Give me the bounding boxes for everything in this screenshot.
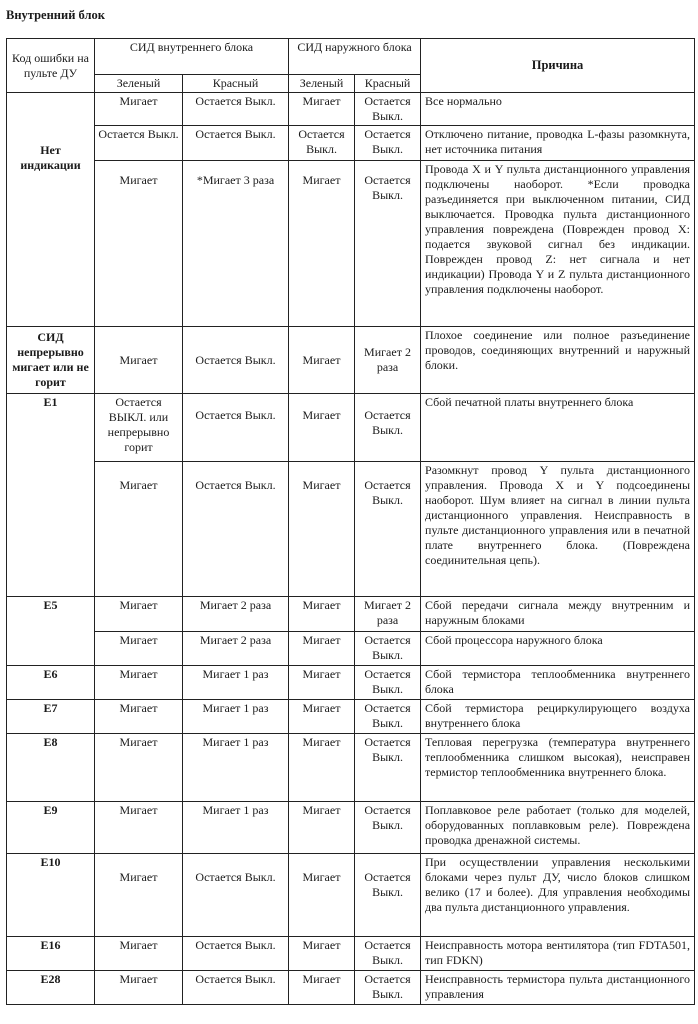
- table-row: [7, 597, 695, 632]
- table-row: [7, 700, 695, 734]
- reason-cell: Все нормально: [421, 93, 695, 126]
- outdoor-red-cell: Остается Выкл.: [355, 802, 421, 854]
- indoor-green-cell: Мигает: [95, 971, 183, 1005]
- indoor-red-cell: Мигает 1 раз: [183, 734, 289, 802]
- indoor-red-cell: Мигает 1 раз: [183, 802, 289, 854]
- outdoor-green-cell: Мигает: [289, 700, 355, 734]
- reason-cell: Провода X и Y пульта дистанционного управления подключены наоборот. *Если проводка разъединяется при выключенном питании, СИД выключается. Проводка пульта дистанционного управления повреждена (Поврежден провод X: подается звуковой сигнал без индикации. Поврежден провод Z: нет сигнала и нет индикации) Провода Y и Z пульта дистанционного управления подключены наоборот.: [421, 161, 695, 327]
- reason-cell: Поплавковое реле работает (только для моделей, оборудованных поплавковым реле). Повреждена проводка дренажной системы.: [421, 802, 695, 854]
- outdoor-red-cell: Остается Выкл.: [355, 937, 421, 971]
- outdoor-red-cell: Остается Выкл.: [355, 126, 421, 161]
- indoor-green-cell: Мигает: [95, 700, 183, 734]
- table-row: [7, 394, 695, 462]
- table-row: [7, 327, 695, 394]
- header-indoor-led: СИД внутреннего блока: [95, 39, 289, 75]
- outdoor-red-cell: Остается Выкл.: [355, 666, 421, 700]
- reason-cell: Тепловая перегрузка (температура внутреннего теплообменника слишком высокая), неисправен термистор теплообменника внутреннего блока.: [421, 734, 695, 802]
- indoor-green-cell: Мигает: [95, 734, 183, 802]
- outdoor-green-cell: Мигает: [289, 161, 355, 327]
- error-code-cell: E8: [7, 734, 95, 802]
- outdoor-red-cell: Остается Выкл.: [355, 632, 421, 666]
- indoor-red-cell: Мигает 1 раз: [183, 666, 289, 700]
- outdoor-green-cell: Мигает: [289, 327, 355, 394]
- outdoor-green-cell: Мигает: [289, 854, 355, 937]
- indoor-red-cell: Остается Выкл.: [183, 126, 289, 161]
- table-row: [7, 666, 695, 700]
- outdoor-green-cell: Мигает: [289, 394, 355, 462]
- table-row: [7, 734, 695, 802]
- indoor-red-cell: *Мигает 3 раза: [183, 161, 289, 327]
- table-row: [7, 802, 695, 854]
- indoor-green-cell: Мигает: [95, 93, 183, 126]
- indoor-red-cell: Остается Выкл.: [183, 937, 289, 971]
- header-indoor-green: Зеленый: [95, 75, 183, 93]
- indoor-red-cell: Остается Выкл.: [183, 394, 289, 462]
- outdoor-green-cell: Мигает: [289, 734, 355, 802]
- table-row: [7, 854, 695, 937]
- error-code-cell: E5: [7, 597, 95, 666]
- error-code-cell: E6: [7, 666, 95, 700]
- indoor-green-cell: Остается Выкл.: [95, 126, 183, 161]
- outdoor-red-cell: Остается Выкл.: [355, 971, 421, 1005]
- reason-cell: Отключено питание, проводка L-фазы разомкнута, нет источника питания: [421, 126, 695, 161]
- error-code-cell: Нет индикации: [7, 93, 95, 327]
- reason-cell: Неисправность термистора пульта дистанционного управления: [421, 971, 695, 1005]
- outdoor-green-cell: Мигает: [289, 971, 355, 1005]
- indoor-green-cell: Мигает: [95, 327, 183, 394]
- outdoor-red-cell: Остается Выкл.: [355, 734, 421, 802]
- outdoor-red-cell: Остается Выкл.: [355, 394, 421, 462]
- outdoor-green-cell: Мигает: [289, 597, 355, 632]
- reason-cell: Сбой процессора наружного блока: [421, 632, 695, 666]
- error-code-cell: E9: [7, 802, 95, 854]
- indoor-red-cell: Мигает 2 раза: [183, 632, 289, 666]
- outdoor-green-cell: Мигает: [289, 666, 355, 700]
- error-code-cell: E1: [7, 394, 95, 597]
- outdoor-red-cell: Остается Выкл.: [355, 93, 421, 126]
- outdoor-red-cell: Остается Выкл.: [355, 161, 421, 327]
- reason-cell: Неисправность мотора вентилятора (тип FDTA501, тип FDKN): [421, 937, 695, 971]
- indoor-green-cell: Остается ВЫКЛ. или непрерывно горит: [95, 394, 183, 462]
- reason-cell: Сбой печатной платы внутреннего блока: [421, 394, 695, 462]
- reason-cell: Сбой передачи сигнала между внутренним и наружным блоками: [421, 597, 695, 632]
- error-code-table: [6, 38, 695, 1005]
- error-code-cell: E16: [7, 937, 95, 971]
- indoor-green-cell: Мигает: [95, 161, 183, 327]
- outdoor-red-cell: Мигает 2 раза: [355, 597, 421, 632]
- table-row: [7, 632, 695, 666]
- header-outdoor-led: СИД наружного блока: [289, 39, 421, 75]
- indoor-green-cell: Мигает: [95, 937, 183, 971]
- outdoor-green-cell: Мигает: [289, 802, 355, 854]
- page-title: Внутренний блок: [6, 8, 105, 22]
- indoor-red-cell: Мигает 1 раз: [183, 700, 289, 734]
- table-row: [7, 971, 695, 1005]
- indoor-green-cell: Мигает: [95, 632, 183, 666]
- outdoor-red-cell: Мигает 2 раза: [355, 327, 421, 394]
- reason-cell: Сбой термистора теплообменника внутреннего блока: [421, 666, 695, 700]
- indoor-red-cell: Остается Выкл.: [183, 327, 289, 394]
- indoor-green-cell: Мигает: [95, 462, 183, 597]
- table-row: [7, 462, 695, 597]
- error-code-cell: E28: [7, 971, 95, 1005]
- indoor-green-cell: Мигает: [95, 666, 183, 700]
- outdoor-red-cell: Остается Выкл.: [355, 854, 421, 937]
- error-code-cell: E7: [7, 700, 95, 734]
- error-code-cell: СИД непрерывно мигает или не горит: [7, 327, 95, 394]
- indoor-red-cell: Остается Выкл.: [183, 93, 289, 126]
- header-indoor-red: Красный: [183, 75, 289, 93]
- table-row: [7, 126, 695, 161]
- indoor-red-cell: Остается Выкл.: [183, 854, 289, 937]
- indoor-green-cell: Мигает: [95, 597, 183, 632]
- indoor-green-cell: Мигает: [95, 802, 183, 854]
- outdoor-red-cell: Остается Выкл.: [355, 700, 421, 734]
- table-row: [7, 93, 695, 126]
- header-outdoor-green: Зеленый: [289, 75, 355, 93]
- outdoor-green-cell: Остается Выкл.: [289, 126, 355, 161]
- outdoor-green-cell: Мигает: [289, 93, 355, 126]
- reason-cell: Разомкнут провод Y пульта дистанционного управления. Провода X и Y подсоединены наоборот. Шум влияет на сигнал в линии пульта дистанционного управления. Неисправность в пульте дистанционного управления или в печатной плате внутреннего блока. (Повреждена соединительная цепь).: [421, 462, 695, 597]
- error-code-cell: E10: [7, 854, 95, 937]
- indoor-red-cell: Остается Выкл.: [183, 462, 289, 597]
- indoor-green-cell: Мигает: [95, 854, 183, 937]
- header-reason: Причина: [421, 39, 695, 93]
- header-code: Код ошибки на пульте ДУ: [7, 39, 95, 93]
- reason-cell: Сбой термистора рециркулирующего воздуха внутреннего блока: [421, 700, 695, 734]
- outdoor-red-cell: Остается Выкл.: [355, 462, 421, 597]
- indoor-red-cell: Мигает 2 раза: [183, 597, 289, 632]
- table-row: [7, 937, 695, 971]
- outdoor-green-cell: Мигает: [289, 462, 355, 597]
- reason-cell: При осуществлении управления несколькими блоками через пульт ДУ, число блоков слишком велико (17 и более). Для управления необходимы два пульта дистанционного управления.: [421, 854, 695, 937]
- indoor-red-cell: Остается Выкл.: [183, 971, 289, 1005]
- table-row: [7, 161, 695, 327]
- header-outdoor-red: Красный: [355, 75, 421, 93]
- outdoor-green-cell: Мигает: [289, 937, 355, 971]
- outdoor-green-cell: Мигает: [289, 632, 355, 666]
- reason-cell: Плохое соединение или полное разъединение проводов, соединяющих внутренний и наружный блоки.: [421, 327, 695, 394]
